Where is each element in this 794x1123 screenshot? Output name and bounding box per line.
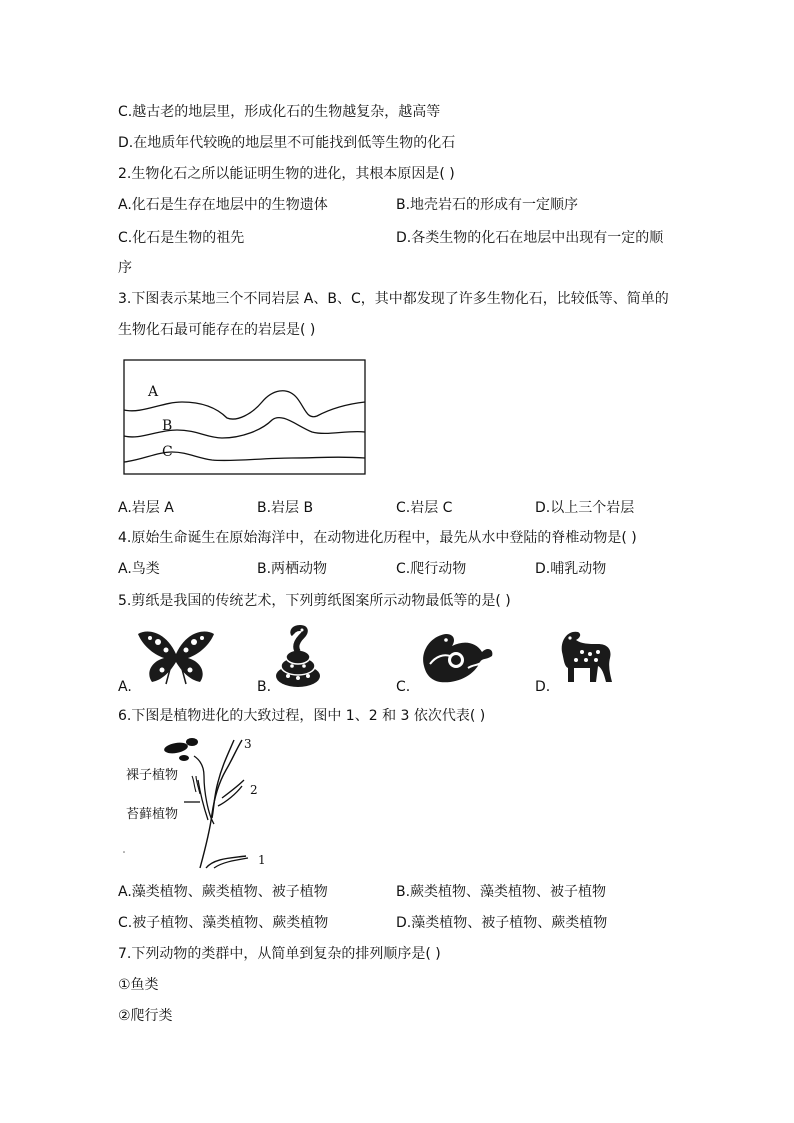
butterfly-papercut-icon [136,626,216,686]
q5-option-b: B. [257,679,272,695]
q6-option-d: D.藻类植物、被子植物、蕨类植物 [396,915,608,931]
layer-label-c: C [162,444,173,460]
q7-item-1: ①鱼类 [118,977,159,993]
q4-option-c: C.爬行动物 [396,561,467,577]
rock-layers-figure [122,358,367,476]
layer-label-b: B [162,418,173,434]
q3-stem-line1: 3.下图表示某地三个不同岩层 A、B、C，其中都发现了许多生物化石，比较低等、简单的 [118,291,669,307]
q4-stem: 4.原始生命诞生在原始海洋中，在动物进化历程中，最先从水中登陆的脊椎动物是( ) [118,530,637,546]
q5-option-a: A. [118,679,132,695]
q3-option-c: C.岩层 C [396,500,453,516]
layer-boundary-bc [124,418,365,438]
layer-label-a: A [148,384,159,400]
snake-papercut-icon [272,624,322,688]
q3-stem-line2: 生物化石最可能存在的岩层是( ) [118,322,316,338]
tree-label-3: 3 [244,737,252,751]
label-bryophyte: 苔藓植物 [126,807,179,822]
q6-option-b: B.蕨类植物、藻类植物、被子植物 [396,884,607,900]
tree-label-2: 2 [250,783,258,797]
q6-option-a: A.藻类植物、蕨类植物、被子植物 [118,884,328,900]
q2-option-d-wrap: 序 [118,260,132,276]
q4-option-d: D.哺乳动物 [535,561,607,577]
q7-stem: 7.下列动物的类群中，从简单到复杂的排列顺序是( ) [118,946,441,962]
q3-option-d: D.以上三个岩层 [535,500,635,516]
q2-option-a: A.化石是生存在地层中的生物遗体 [118,197,328,213]
q2-option-d: D.各类生物的化石在地层中出现有一定的顺 [396,230,664,246]
q7-item-2: ②爬行类 [118,1008,173,1024]
tree-label-1: 1 [258,853,266,867]
q6-option-c: C.被子植物、藻类植物、蕨类植物 [118,915,329,931]
q5-stem: 5.剪纸是我国的传统艺术，下列剪纸图案所示动物最低等的是( ) [118,593,511,609]
q4-option-a: A.鸟类 [118,561,160,577]
q3-option-b: B.岩层 B [257,500,314,516]
bird-papercut-icon [416,626,496,688]
layer-boundary-ab [124,391,365,419]
horse-papercut-icon [552,626,616,686]
q2-stem: 2.生物化石之所以能证明生物的进化，其根本原因是( ) [118,166,455,182]
q3-option-a: A.岩层 A [118,500,174,516]
q6-stem: 6.下图是植物进化的大致过程，图中 1、2 和 3 依次代表( ) [118,708,486,724]
label-gymnosperm: 裸子植物 [126,768,179,783]
q4-option-b: B.两栖动物 [257,561,328,577]
q5-option-d: D. [535,679,551,695]
q5-option-c: C. [396,679,411,695]
q1-option-d: D.在地质年代较晚的地层里不可能找到低等生物的化石 [118,135,456,151]
q2-option-c: C.化石是生物的祖先 [118,230,245,246]
q1-option-c: C.越古老的地层里，形成化石的生物越复杂，越高等 [118,104,441,120]
q2-option-b: B.地壳岩石的形成有一定顺序 [396,197,579,213]
gymnosperm-branch [194,756,214,824]
layer-boundary-c-bottom [124,452,365,462]
